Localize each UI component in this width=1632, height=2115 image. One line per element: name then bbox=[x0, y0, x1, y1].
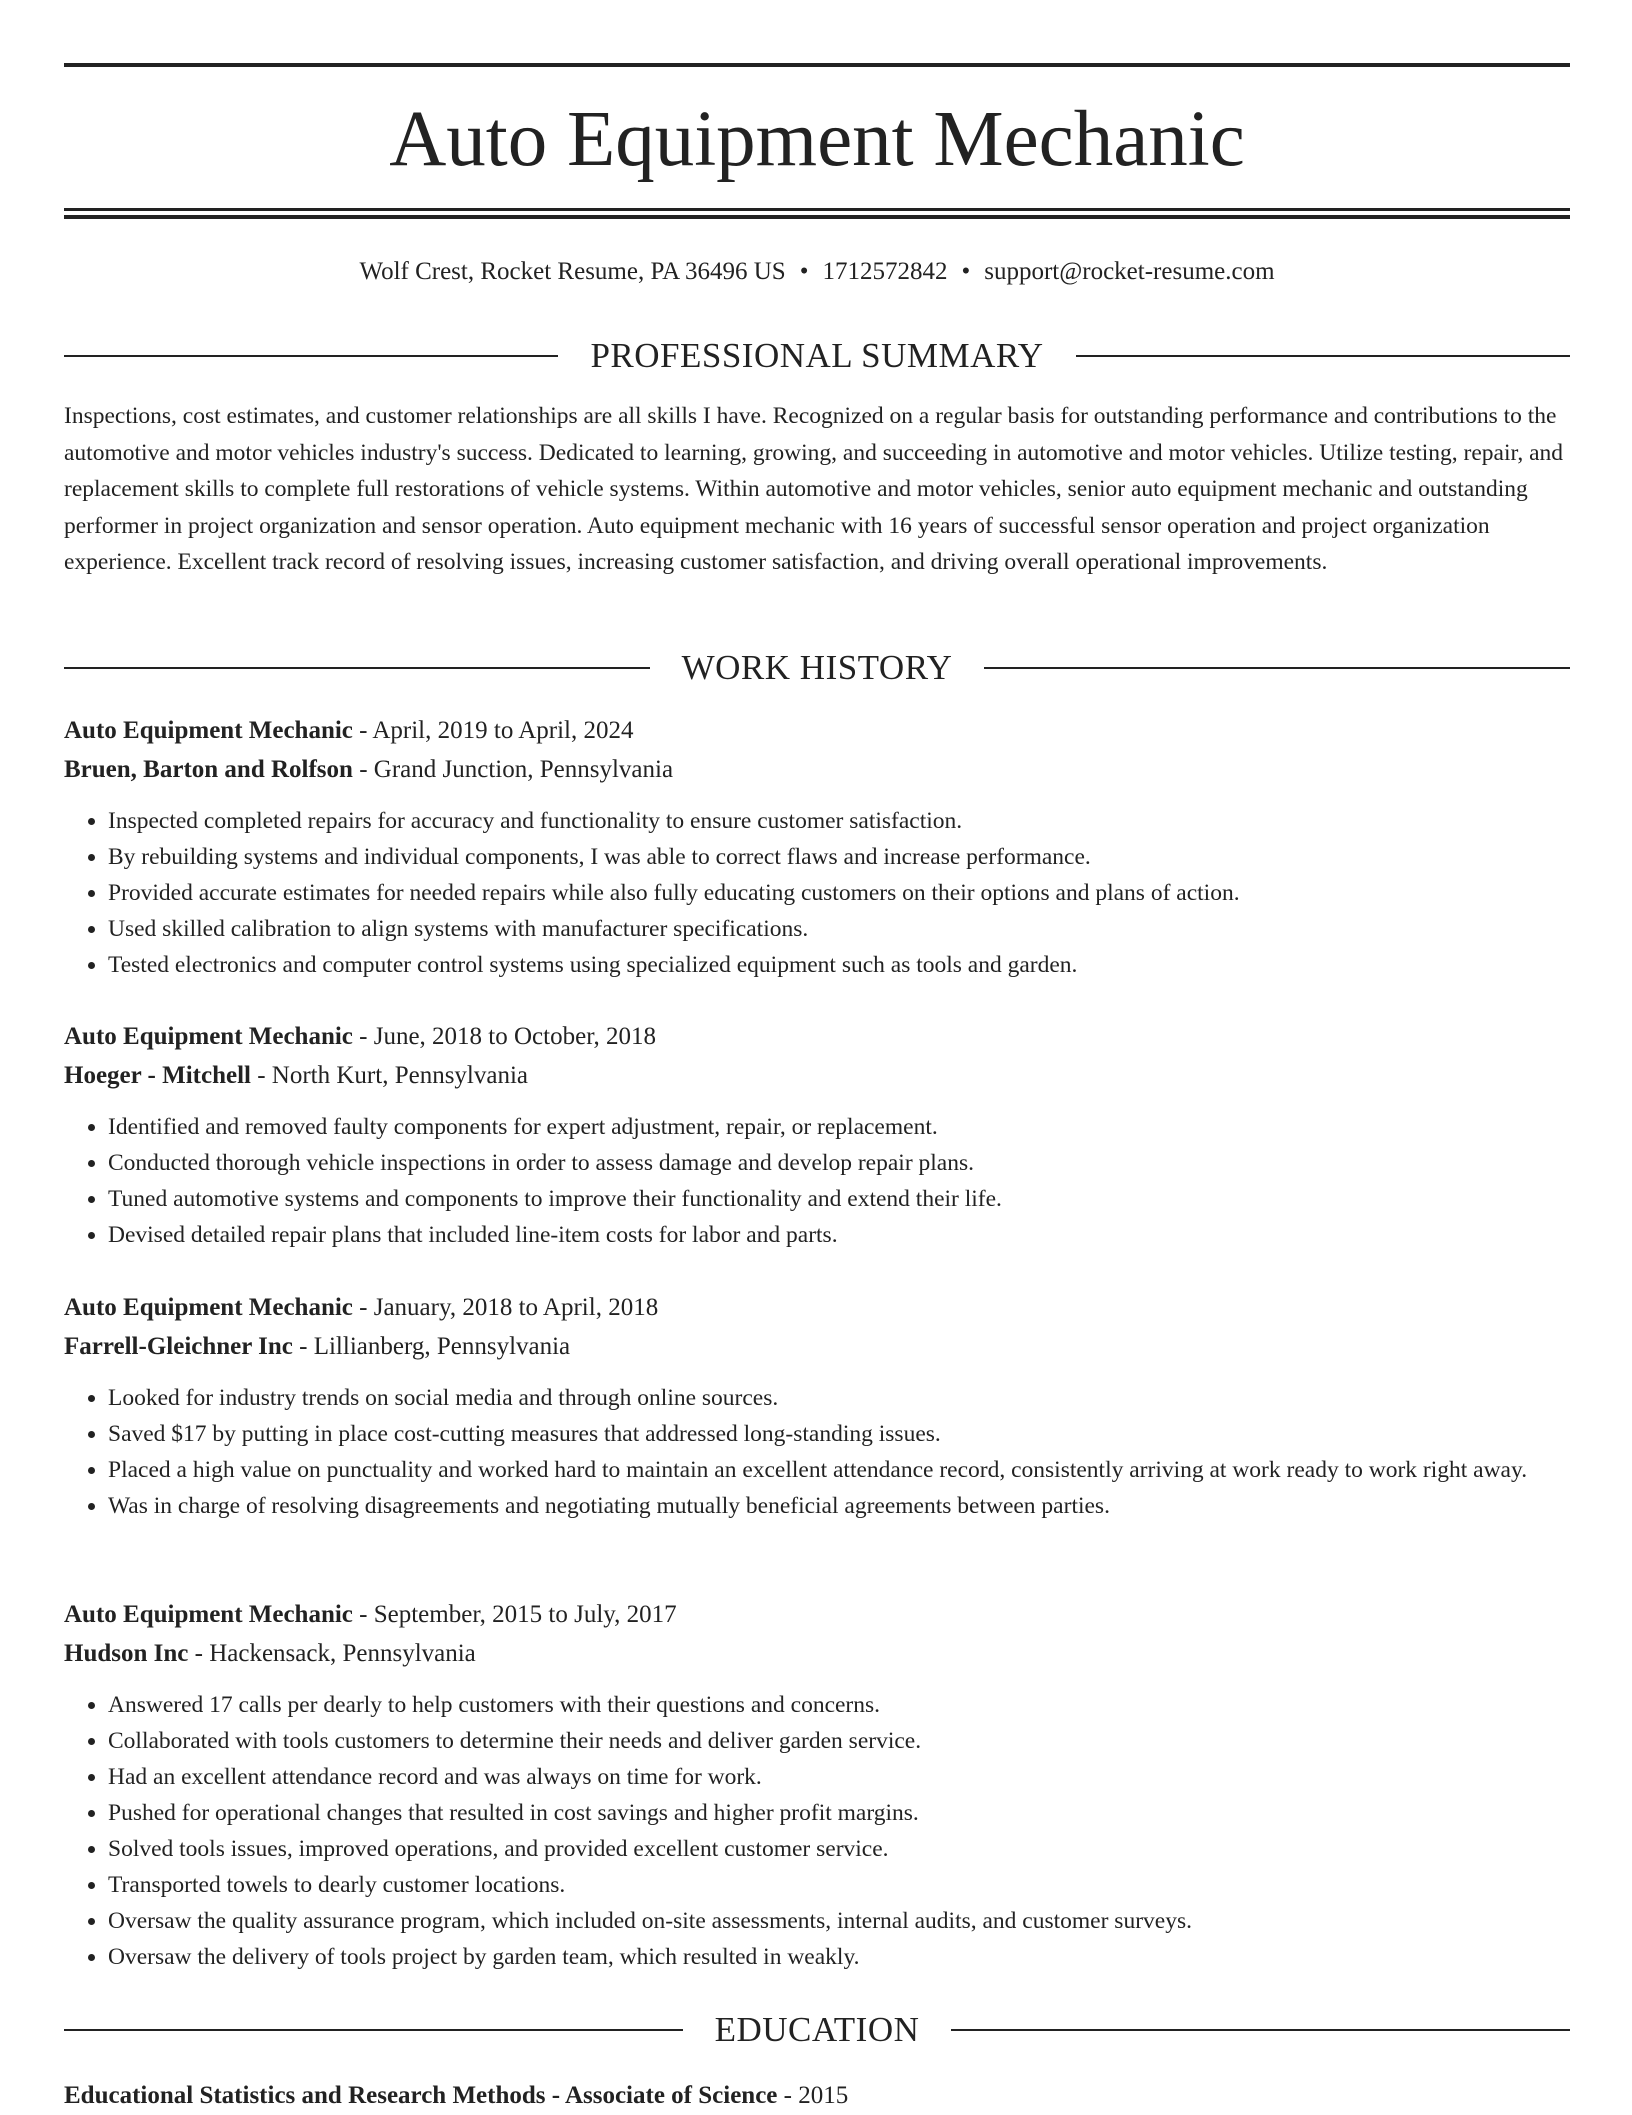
summary-text: Inspections, cost estimates, and customer relationships are all skills I have. Recognized on a regular basis for outstanding performance and contributions to the automotive and motor vehicles industry's success. Dedicated to learning, growing, and succeeding in automotive and motor vehicles. Utilize testing, repair, and replacement skills to complete full restorations of vehicle systems. Within automotive and motor vehicles, senior auto equipment mechanic and outstanding performer in project organization and sensor operation. Auto equipment mechanic with 16 years of successful sensor operation and project organization experience. Excellent track record of resolving issues, increasing customer satisfaction, and driving overall operational improvements. bbox=[64, 403, 1564, 575]
job-bullet: • Tested electronics and computer control systems using specialized equipment such as tools and garden. bbox=[108, 947, 1570, 983]
job-company-line bbox=[64, 1057, 1570, 1095]
job-bullet: • Placed a high value on punctuality and worked hard to maintain an excellent attendance record, consistently arriving at work ready to work right away. bbox=[108, 1452, 1570, 1488]
contact-separator: • bbox=[799, 258, 809, 285]
section-title: EDUCATION bbox=[714, 2010, 920, 2049]
job-bullet: • Was in charge of resolving disagreements and negotiating mutually beneficial agreements between parties. bbox=[108, 1488, 1570, 1524]
job-bullet: • Provided accurate estimates for needed repairs while also fully educating customers on their options and plans of action. bbox=[108, 875, 1570, 911]
section-header-education bbox=[64, 2010, 1570, 2050]
job-bullet: • Had an excellent attendance record and was always on time for work. bbox=[108, 1759, 1570, 1795]
section-title: PROFESSIONAL SUMMARY bbox=[590, 336, 1044, 375]
job-entry bbox=[64, 712, 1570, 983]
section-rule-left bbox=[64, 355, 558, 357]
job-company: Hudson Inc bbox=[64, 1640, 189, 1667]
job-dates: - June, 2018 to October, 2018 bbox=[352, 1023, 657, 1050]
job-company-line bbox=[64, 751, 1570, 789]
job-bullet: • Used skilled calibration to align systems with manufacturer specifications. bbox=[108, 911, 1570, 947]
section-rule-left bbox=[64, 2029, 683, 2031]
job-entry bbox=[64, 1596, 1570, 1975]
job-bullets bbox=[64, 803, 1570, 983]
contact-line bbox=[64, 254, 1570, 290]
job-dates: - January, 2018 to April, 2018 bbox=[352, 1294, 659, 1321]
education-year: - 2015 bbox=[777, 2082, 849, 2109]
job-entry bbox=[64, 1018, 1570, 1253]
job-role: Auto Equipment Mechanic bbox=[64, 1294, 353, 1321]
job-bullet: • Conducted thorough vehicle inspections in order to assess damage and develop repair plans. bbox=[108, 1145, 1570, 1181]
header-double-rule-lower bbox=[64, 215, 1570, 219]
job-entry bbox=[64, 1289, 1570, 1524]
job-bullets bbox=[64, 1380, 1570, 1524]
job-bullet: • Saved $17 by putting in place cost-cutting measures that addressed long-standing issues. bbox=[108, 1416, 1570, 1452]
job-dates: - April, 2019 to April, 2024 bbox=[352, 717, 634, 744]
job-bullet: • Looked for industry trends on social media and through online sources. bbox=[108, 1380, 1570, 1416]
section-rule-right bbox=[1076, 355, 1570, 357]
job-location: - North Kurt, Pennsylvania bbox=[250, 1062, 529, 1089]
job-bullet: • By rebuilding systems and individual components, I was able to correct flaws and increase performance. bbox=[108, 839, 1570, 875]
job-company: Bruen, Barton and Rolfson bbox=[64, 756, 353, 783]
header-double-rule-upper bbox=[64, 208, 1570, 211]
job-bullet: • Devised detailed repair plans that included line-item costs for labor and parts. bbox=[108, 1217, 1570, 1253]
job-title-line bbox=[64, 1289, 1570, 1327]
job-bullet: • Inspected completed repairs for accuracy and functionality to ensure customer satisfaction. bbox=[108, 803, 1570, 839]
job-role: Auto Equipment Mechanic bbox=[64, 1601, 353, 1628]
job-bullet: • Tuned automotive systems and components to improve their functionality and extend their life. bbox=[108, 1181, 1570, 1217]
job-bullet: • Pushed for operational changes that resulted in cost savings and higher profit margins. bbox=[108, 1795, 1570, 1831]
education-degree: Educational Statistics and Research Methods - Associate of Science bbox=[64, 2082, 778, 2109]
header-top-rule bbox=[64, 63, 1570, 67]
job-bullet: • Identified and removed faulty components for expert adjustment, repair, or replacement. bbox=[108, 1109, 1570, 1145]
section-title: WORK HISTORY bbox=[681, 648, 953, 687]
section-rule-right bbox=[984, 667, 1570, 669]
section-header-work-history bbox=[64, 648, 1570, 688]
job-role: Auto Equipment Mechanic bbox=[64, 717, 353, 744]
job-location: - Lillianberg, Pennsylvania bbox=[292, 1333, 571, 1360]
job-bullet: • Transported towels to dearly customer locations. bbox=[108, 1867, 1570, 1903]
job-role: Auto Equipment Mechanic bbox=[64, 1023, 353, 1050]
job-location: - Grand Junction, Pennsylvania bbox=[352, 756, 674, 783]
job-title-line bbox=[64, 712, 1570, 750]
job-company-line bbox=[64, 1635, 1570, 1673]
contact-address: Wolf Crest, Rocket Resume, PA 36496 US bbox=[359, 258, 786, 285]
job-bullets bbox=[64, 1687, 1570, 1975]
job-bullets bbox=[64, 1109, 1570, 1253]
contact-separator: • bbox=[961, 258, 971, 285]
job-bullet: • Oversaw the delivery of tools project by garden team, which resulted in weakly. bbox=[108, 1939, 1570, 1975]
job-company: Farrell-Gleichner Inc bbox=[64, 1333, 293, 1360]
job-bullet: • Solved tools issues, improved operations, and provided excellent customer service. bbox=[108, 1831, 1570, 1867]
job-bullet: • Collaborated with tools customers to determine their needs and deliver garden service. bbox=[108, 1723, 1570, 1759]
contact-phone: 1712572842 bbox=[822, 258, 948, 285]
job-dates: - September, 2015 to July, 2017 bbox=[352, 1601, 677, 1628]
contact-email: support@rocket-resume.com bbox=[984, 258, 1275, 285]
job-company-line bbox=[64, 1328, 1570, 1366]
job-company: Hoeger - Mitchell bbox=[64, 1062, 251, 1089]
job-title-line bbox=[64, 1018, 1570, 1056]
job-location: - Hackensack, Pennsylvania bbox=[188, 1640, 476, 1667]
section-header-summary bbox=[64, 336, 1570, 376]
job-bullet: • Answered 17 calls per dearly to help customers with their questions and concerns. bbox=[108, 1687, 1570, 1723]
education-entry bbox=[64, 2077, 1570, 2115]
job-title-line bbox=[64, 1596, 1570, 1634]
section-rule-left bbox=[64, 667, 650, 669]
section-rule-right bbox=[951, 2029, 1570, 2031]
resume-name: Auto Equipment Mechanic bbox=[389, 96, 1245, 183]
job-bullet: • Oversaw the quality assurance program, which included on-site assessments, internal audits, and customer surveys. bbox=[108, 1903, 1570, 1939]
